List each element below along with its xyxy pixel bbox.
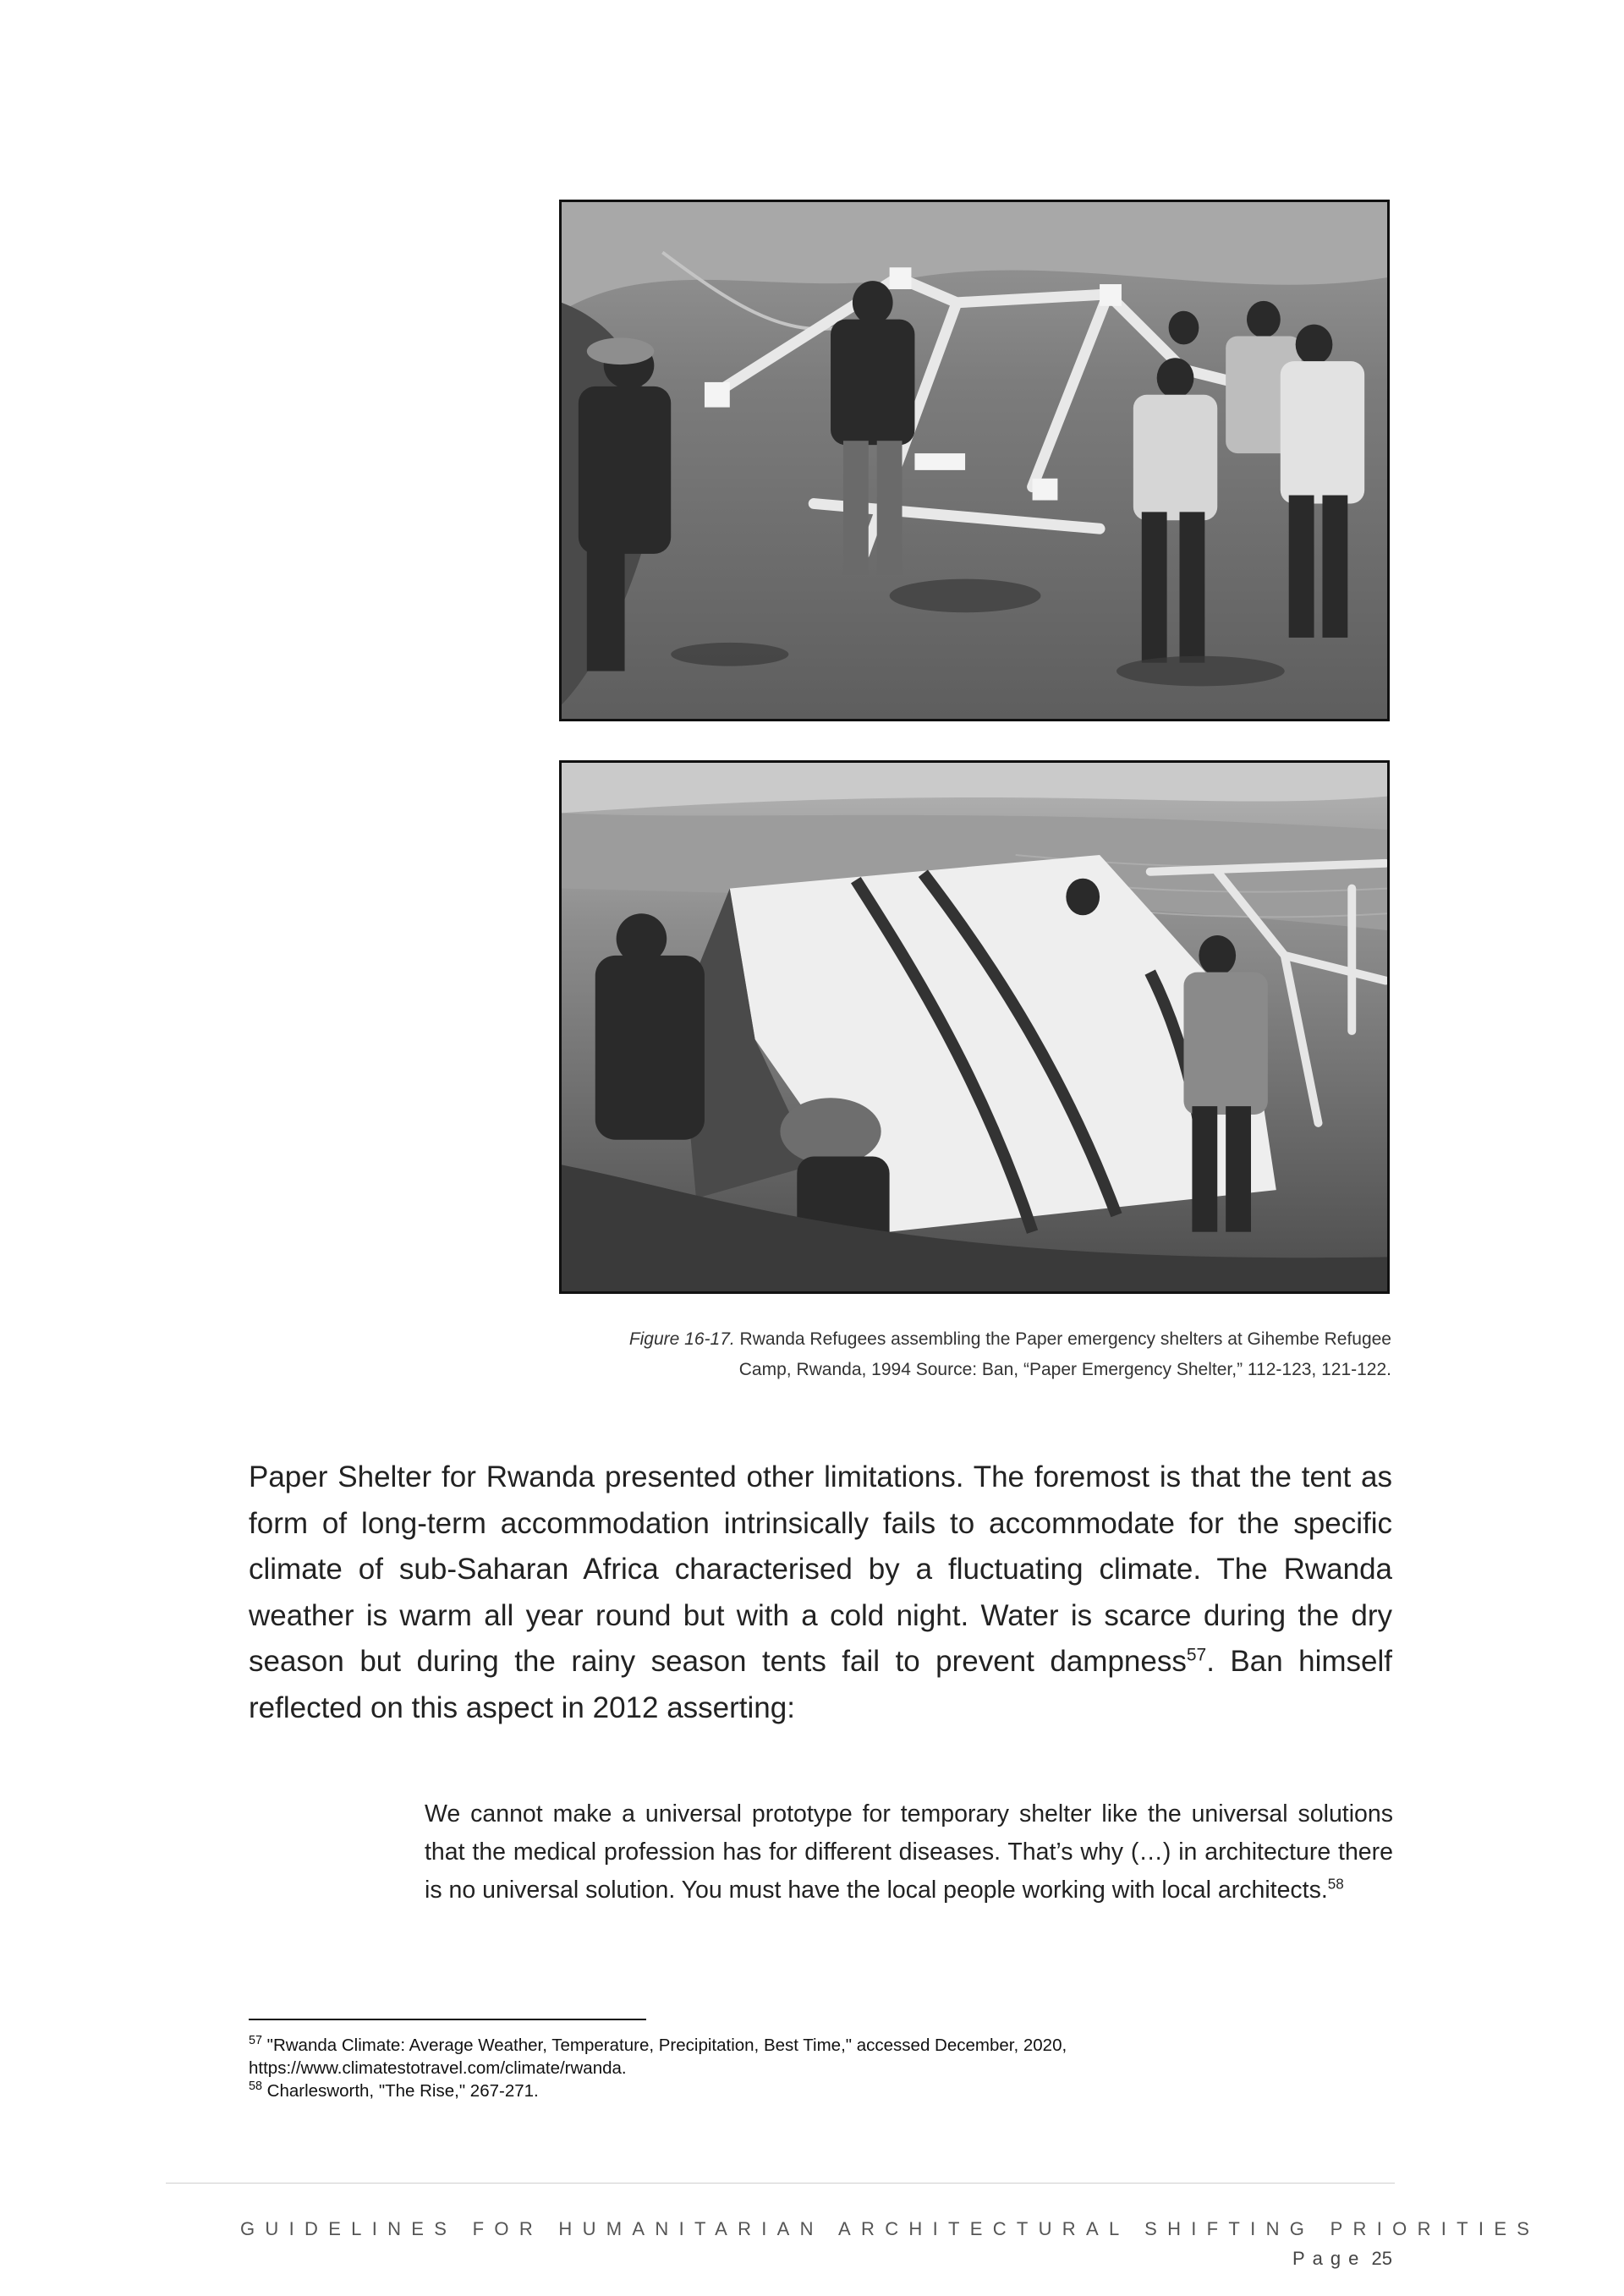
footnote-58 bbox=[249, 2080, 1392, 2102]
body-text-tail: . Ban himself reflected on this aspect in 2012 asserting: bbox=[249, 1645, 1392, 1724]
footnote-57 bbox=[249, 2034, 1392, 2057]
caption-label: Figure 16-17. bbox=[628, 1329, 735, 1349]
caption-line-1 bbox=[541, 1324, 1391, 1355]
figure-caption bbox=[541, 1324, 1391, 1385]
footnote-ref-58[interactable]: 58 bbox=[1327, 1876, 1344, 1893]
photo-illustration bbox=[562, 202, 1387, 719]
running-title: GUIDELINES FOR HUMANITARIAN ARCHITECTURAL SHIFTING PRIORITIES bbox=[240, 2218, 1540, 2239]
footnote-number: 57 bbox=[249, 2034, 262, 2048]
block-quote bbox=[425, 1795, 1393, 1910]
footnote-text: "Rwanda Climate: Average Weather, Temperature, Precipitation, Best Time," accessed December, 2020, bbox=[261, 2036, 1067, 2055]
photo-illustration bbox=[562, 763, 1387, 1291]
footnote-ref-57[interactable]: 57 bbox=[1186, 1645, 1207, 1665]
body-text-main: Paper Shelter for Rwanda presented other limitations. The foremost is that the tent as form of long-term accommodation intrinsically fails to accommodate for the specific climate of sub-Saharan Africa characterised by a fluctuating climate. The Rwanda weather is warm all year round but with a cold night. Water is scarce during the dry season but during the rainy season tents fail to prevent dampness bbox=[249, 1460, 1392, 1678]
footer-separator bbox=[166, 2183, 1395, 2184]
caption-line-2: Camp, Rwanda, 1994 Source: Ban, “Paper Emergency Shelter,” 112-123, 121-122. bbox=[738, 1360, 1391, 1379]
footnote-number: 58 bbox=[249, 2080, 262, 2094]
page-number bbox=[1292, 2248, 1392, 2270]
body-paragraph bbox=[249, 1455, 1392, 1731]
figure-photo-frame-assembly bbox=[559, 200, 1390, 721]
quote-text: We cannot make a universal prototype for temporary shelter like the universal solutions that the medical profession has for different diseases. That’s why (…) in architecture there is no universal solution. You must have the local people working with local architects. bbox=[425, 1800, 1393, 1904]
footnotes bbox=[249, 2034, 1392, 2102]
footnote-link[interactable]: https://www.climatestotravel.com/climate/rwanda. bbox=[249, 2058, 627, 2078]
footnote-57-url[interactable] bbox=[249, 2057, 1392, 2080]
page-label: Page bbox=[1292, 2248, 1367, 2269]
caption-text-1: Rwanda Refugees assembling the Paper emergency shelters at Gihembe Refugee bbox=[734, 1329, 1391, 1349]
figure-photo-tent-covering bbox=[559, 760, 1390, 1294]
footnote-text: Charlesworth, "The Rise," 267-271. bbox=[261, 2081, 539, 2101]
footnote-separator bbox=[249, 2019, 646, 2020]
page-number-value: 25 bbox=[1371, 2248, 1392, 2269]
